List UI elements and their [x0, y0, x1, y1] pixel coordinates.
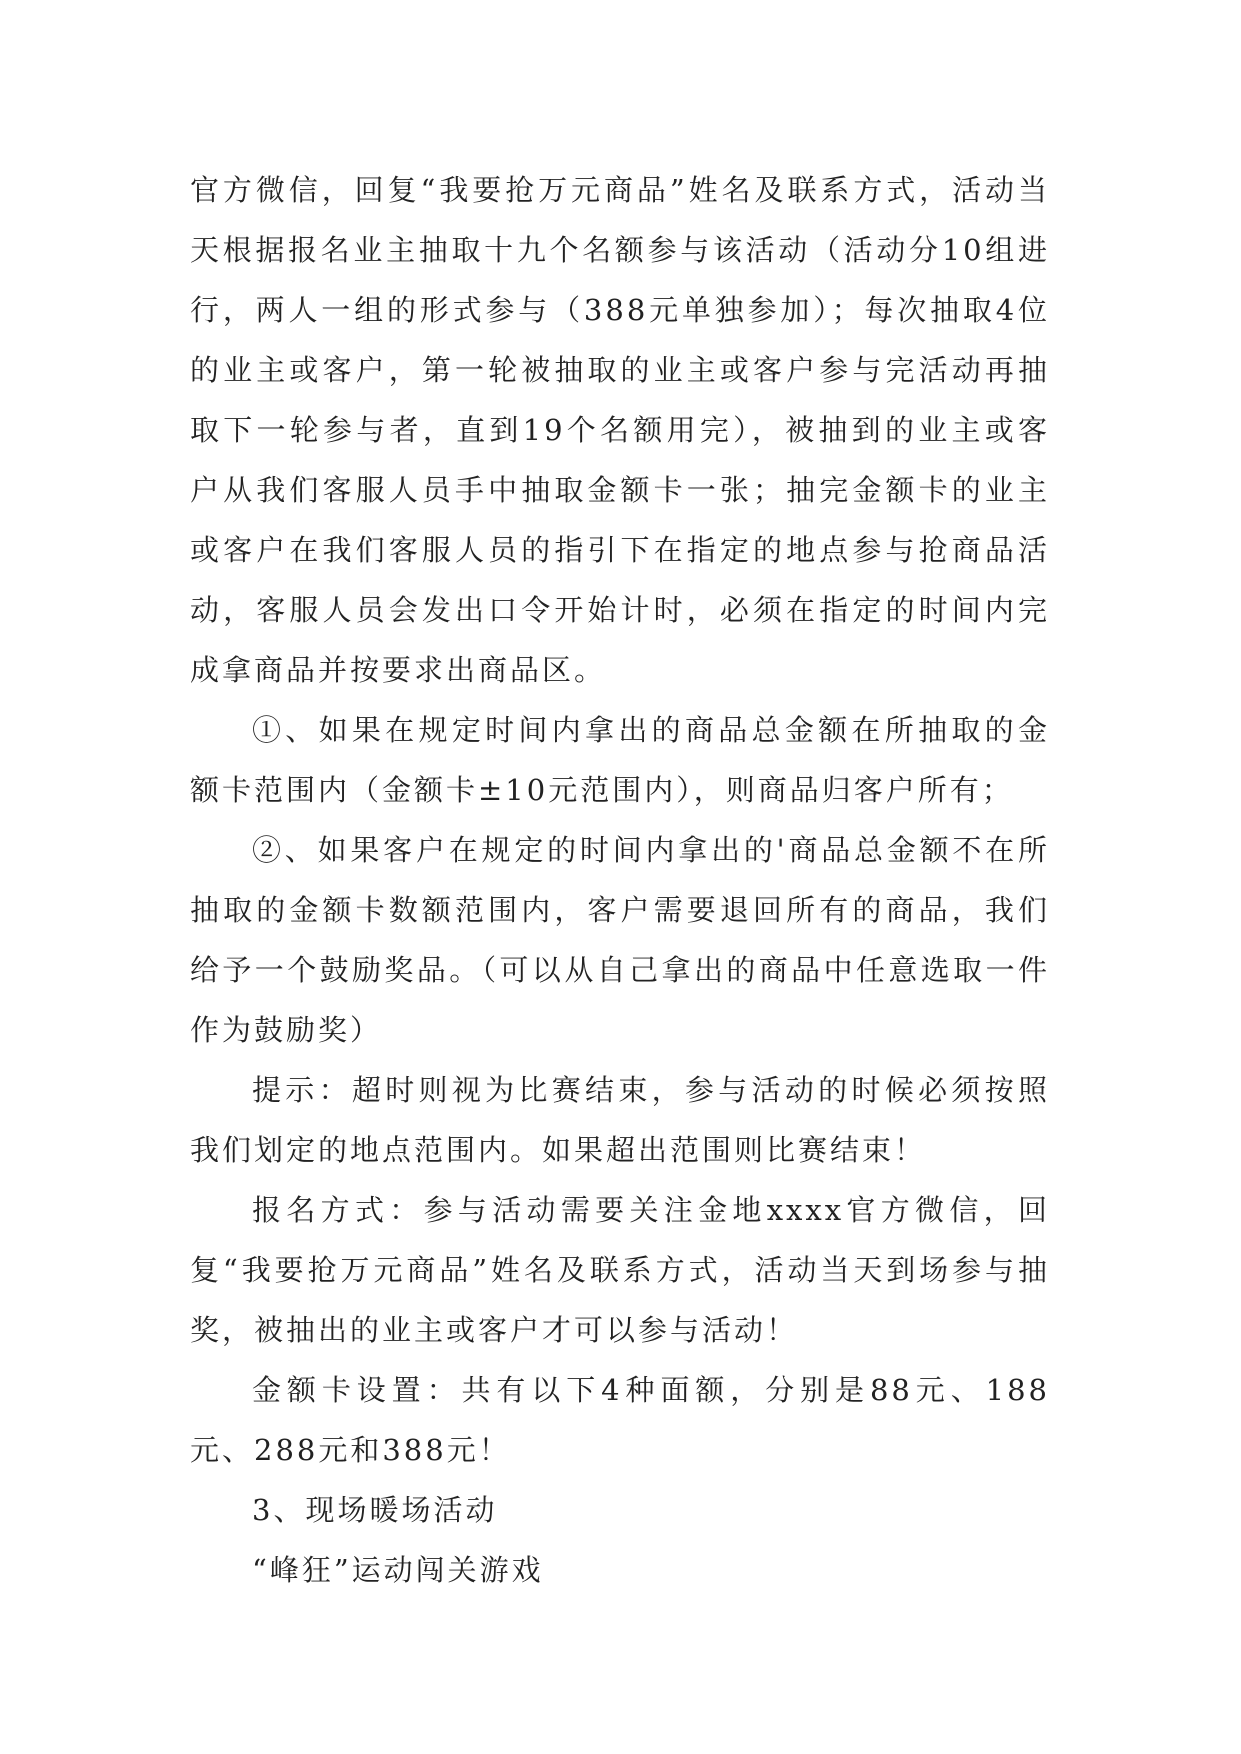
paragraph-rule-2: ②、如果客户在规定的时间内拿出的'商品总金额不在所抽取的金额卡数额范围内，客户需要退回所有的商品，我们给予一个鼓励奖品。（可以从自己拿出的商品中任意选取一件作为鼓励奖） — [190, 833, 1050, 1047]
paragraph-tip: 提示：超时则视为比赛结束，参与活动的时候必须按照我们划定的地点范围内。如果超出范围则比赛结束！ — [190, 1073, 1050, 1167]
paragraph-registration: 报名方式：参与活动需要关注金地xxxx官方微信，回复“我要抢万元商品”姓名及联系方式，活动当天到场参与抽奖，被抽出的业主或客户才可以参与活动！ — [190, 1193, 1050, 1347]
paragraph-card-settings: 金额卡设置：共有以下4种面额，分别是88元、188元、288元和388元！ — [190, 1373, 1050, 1467]
paragraph-rule-1: ①、如果在规定时间内拿出的商品总金额在所抽取的金额卡范围内（金额卡±10元范围内），则商品归客户所有； — [190, 713, 1050, 807]
document-body — [190, 160, 1050, 1600]
paragraph-activity-rules: 官方微信，回复“我要抢万元商品”姓名及联系方式，活动当天根据报名业主抽取十九个名额参与该活动（活动分10组进行，两人一组的形式参与（388元单独参加）；每次抽取4位的业主或客户，第一轮被抽取的业主或客户参与完活动再抽取下一轮参与者，直到19个名额用完），被抽到的业主或客户从我们客服人员手中抽取金额卡一张；抽完金额卡的业主或客户在我们客服人员的指引下在指定的地点参与抢商品活动，客服人员会发出口令开始计时，必须在指定的时间内完成拿商品并按要求出商品区。 — [190, 173, 1050, 687]
section-heading-warmup: 3、现场暖场活动 — [252, 1493, 498, 1527]
subheading-game: “峰狂”运动闯关游戏 — [252, 1553, 544, 1587]
